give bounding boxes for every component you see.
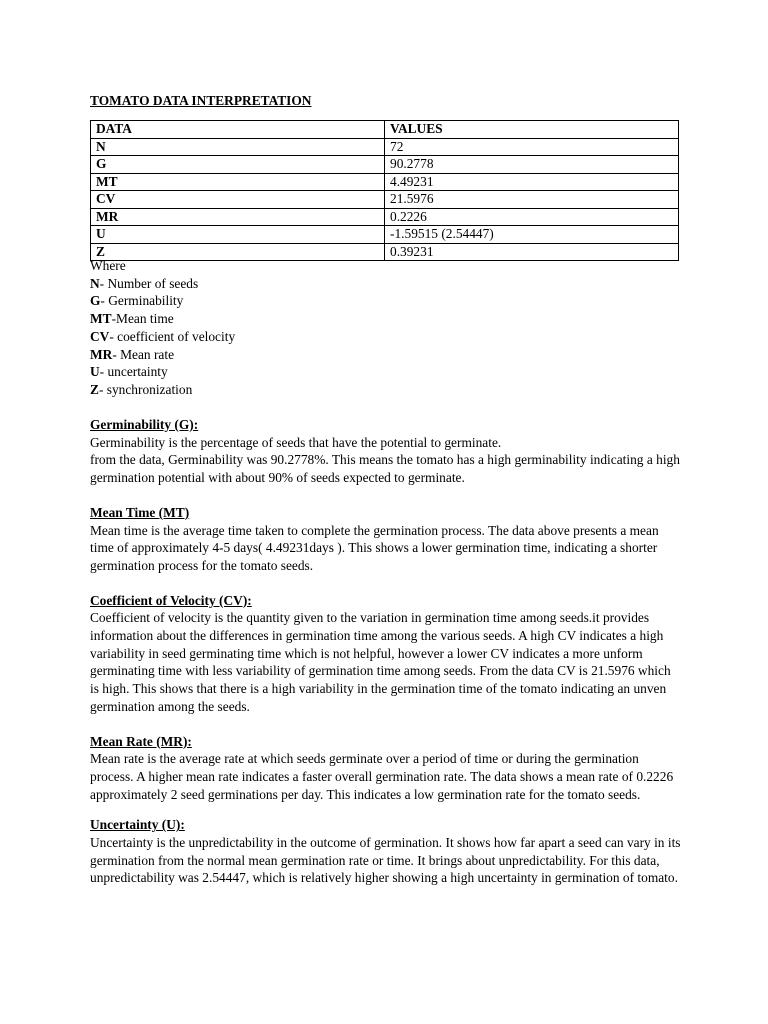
- section-paragraph: Coefficient of velocity is the quantity given to the variation in germination time among seeds.it provides information about the differences in germination time among the various seeds. A high CV indicates a high variability in seed germinating time which is not helpful, however a lower CV indicates a more unform germinating time with less variability of germination time among seeds. From the data CV is 21.5976 which is high. This shows that there is a high variability in the germination time of the tomato indicating an unven germination among the seeds.: [90, 610, 671, 714]
- table-cell-key: MR: [91, 208, 385, 226]
- column-header-values: VALUES: [385, 121, 679, 139]
- legend-item: [90, 381, 690, 399]
- table-row: [91, 226, 679, 244]
- document-title: TOMATO DATA INTERPRETATION: [90, 93, 312, 108]
- table-cell-value: 0.39231: [385, 243, 679, 261]
- table-cell-key: CV: [91, 191, 385, 209]
- legend-abbr: CV: [90, 328, 110, 344]
- legend-intro: Where: [90, 258, 126, 273]
- section-heading: Mean Rate (MR):: [90, 733, 192, 749]
- section-uncertainty: [90, 816, 682, 887]
- legend-desc: - Germinability: [100, 293, 184, 309]
- legend-abbr: MR: [90, 346, 113, 362]
- table-cell-key: N: [91, 138, 385, 156]
- section-heading: Mean Time (MT): [90, 504, 190, 520]
- table-cell-value: 72: [385, 138, 679, 156]
- section-germinability: [90, 416, 682, 487]
- data-table: [90, 120, 679, 261]
- table-cell-key: U: [91, 226, 385, 244]
- table-row: [91, 191, 679, 209]
- table-cell-value: 4.49231: [385, 173, 679, 191]
- table-header-row: [91, 121, 679, 139]
- table-cell-value: 21.5976: [385, 191, 679, 209]
- table-row: [91, 156, 679, 174]
- legend-item: [90, 310, 690, 328]
- section-paragraph: Uncertainty is the unpredictability in the outcome of germination. It shows how far apart a seed can vary in its germination from the normal mean germination rate or time. It brings about unpredictability. For this data, unpredictability was 2.54447, which is relatively higher showing a high uncertainty in germination of tomato.: [90, 835, 681, 886]
- section-mean-time: [90, 504, 682, 575]
- interpretation-sections: [90, 416, 682, 904]
- legend-desc: - coefficient of velocity: [109, 328, 236, 344]
- table-cell-value: -1.59515 (2.54447): [385, 226, 679, 244]
- legend-abbr: N: [90, 275, 100, 291]
- legend-abbr: MT: [90, 311, 112, 327]
- section-heading: Coefficient of Velocity (CV):: [90, 592, 252, 608]
- section-paragraph: Mean rate is the average rate at which seeds germinate over a period of time or during the germination process. A higher mean rate indicates a faster overall germination rate. The data shows a mean rate of 0.2226 approximately 2 seed germinations per day. This indicates a low germination rate for the tomato seeds.: [90, 751, 674, 802]
- table-row: [91, 138, 679, 156]
- section-mean-rate: [90, 733, 682, 804]
- legend-item: [90, 328, 690, 346]
- legend-item: [90, 292, 690, 310]
- table-row: [91, 208, 679, 226]
- legend-desc: - uncertainty: [99, 364, 168, 380]
- abbreviation-legend: [90, 257, 690, 399]
- table-cell-value: 90.2778: [385, 156, 679, 174]
- legend-item: [90, 363, 690, 381]
- section-paragraph: from the data, Germinability was 90.2778%. This means the tomato has a high germinability indicating a high germination potential with about 90% of seeds expected to germinate.: [90, 452, 680, 486]
- legend-desc: -Mean time: [111, 311, 174, 327]
- legend-item: [90, 346, 690, 364]
- legend-desc: - Number of seeds: [99, 275, 199, 291]
- legend-abbr: U: [90, 364, 100, 380]
- section-paragraph: Mean time is the average time taken to complete the germination process. The data above presents a mean time of approximately 4-5 days( 4.49231days ). This shows a lower germination time, indicating a shorter germination process for the tomato seeds.: [90, 522, 659, 573]
- column-header-data: DATA: [91, 121, 385, 139]
- section-heading: Uncertainty (U):: [90, 817, 185, 833]
- legend-desc: - synchronization: [98, 381, 193, 397]
- legend-desc: - Mean rate: [112, 346, 175, 362]
- legend-abbr: G: [90, 293, 101, 309]
- section-paragraph: Germinability is the percentage of seeds that have the potential to germinate.: [90, 434, 502, 450]
- table-cell-value: 0.2226: [385, 208, 679, 226]
- section-heading: Germinability (G):: [90, 417, 199, 432]
- legend-item: [90, 275, 690, 293]
- table-cell-key: Z: [91, 243, 385, 261]
- table-cell-key: MT: [91, 173, 385, 191]
- table-row: [91, 173, 679, 191]
- section-coefficient-of-velocity: [90, 592, 682, 716]
- table-cell-key: G: [91, 156, 385, 174]
- legend-abbr: Z: [90, 381, 99, 397]
